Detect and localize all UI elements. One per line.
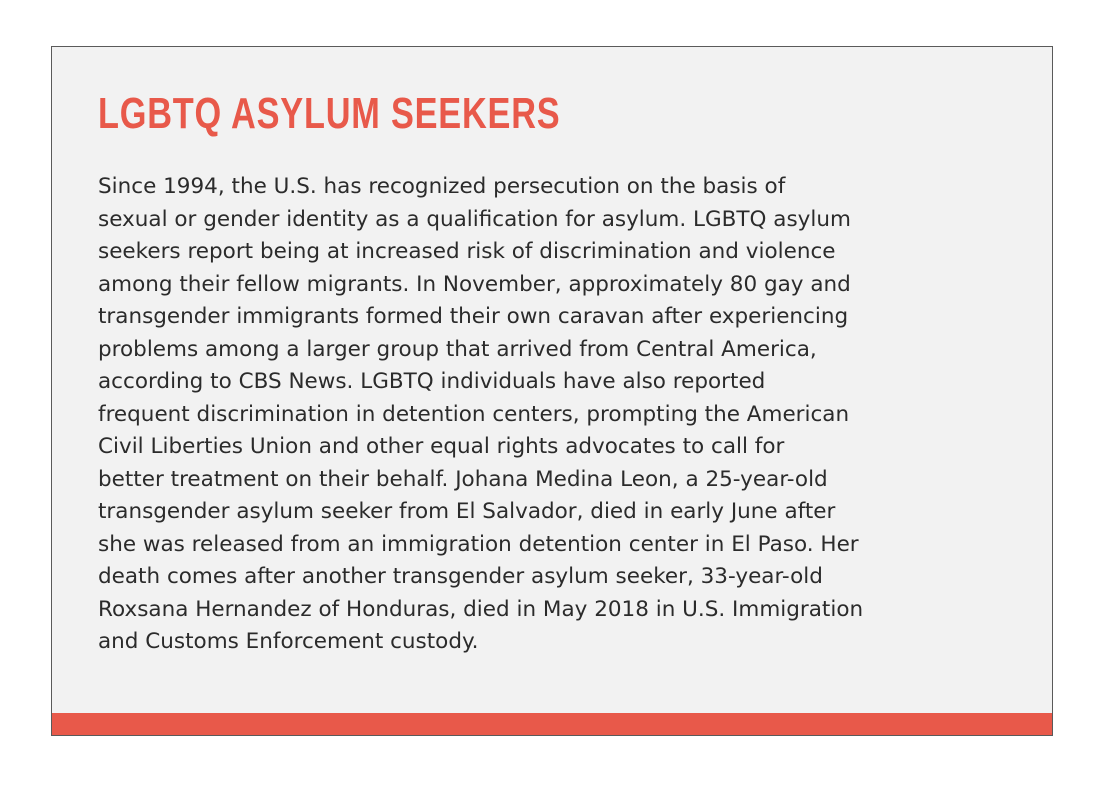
body-line: according to CBS News. LGBTQ individuals have also reported [98,369,766,394]
body-line: frequent discrimination in detention centers, prompting the American [98,401,850,427]
body-line: seekers report being at increased risk of discrimination and violence [98,239,836,264]
body-line: death comes after another transgender asylum seeker, 33-year-old [98,564,823,589]
body-line: and Customs Enforcement custody. [98,629,479,654]
body-line: Civil Liberties Union and other equal rights advocates to call for [98,434,785,459]
sidebar-box [51,46,1053,736]
body-line: better treatment on their behalf. Johana Medina Leon, a 25-year-old [98,466,828,492]
box-title: LGBTQ ASYLUM SEEKERS [98,89,561,138]
accent-bar [52,713,1052,735]
body-line: among their fellow migrants. In November, approximately 80 gay and [98,271,851,297]
body-line: Since 1994, the U.S. has recognized persecution on the basis of [98,174,786,199]
body-line: problems among a larger group that arrived from Central America, [98,336,817,362]
box-body-text [98,171,1010,659]
body-line: transgender asylum seeker from El Salvador, died in early June after [98,499,836,524]
body-line: she was released from an immigration detention center in El Paso. Her [98,531,859,557]
body-line: Roxsana Hernandez of Honduras, died in May 2018 in U.S. Immigration [98,596,864,622]
body-line: transgender immigrants formed their own caravan after experiencing [98,304,849,329]
body-line: sexual or gender identity as a qualification for asylum. LGBTQ asylum [98,206,851,232]
